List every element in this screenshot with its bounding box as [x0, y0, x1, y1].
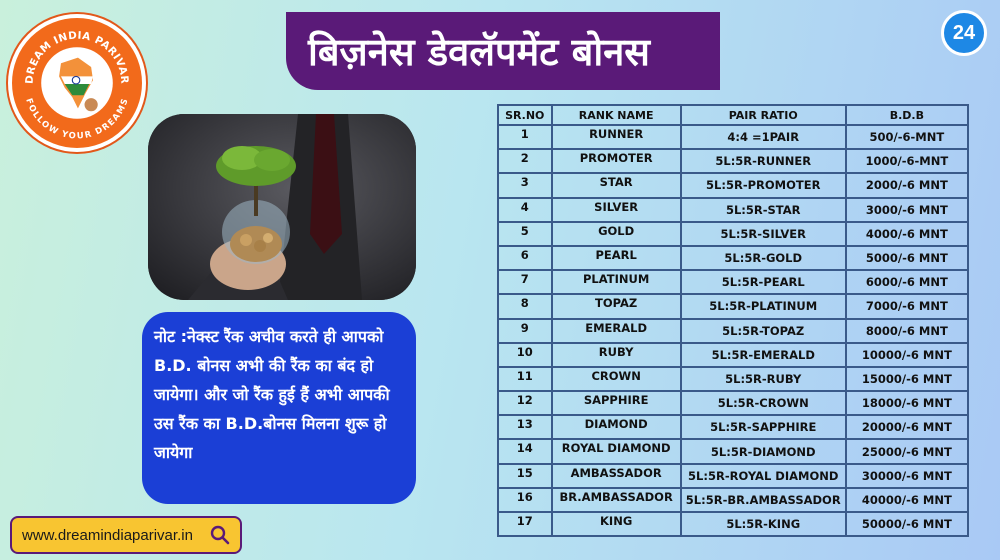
cell-sr-no: 6	[498, 246, 552, 270]
table-row	[498, 319, 968, 343]
cell-bdb: 1000/-6-MNT	[846, 149, 968, 173]
cell-pair-ratio: 5L:5R-RUNNER	[681, 149, 846, 173]
cell-rank-name: DIAMOND	[552, 415, 681, 439]
table-row	[498, 439, 968, 463]
cell-bdb: 25000/-6 MNT	[846, 439, 968, 463]
cell-sr-no: 7	[498, 270, 552, 294]
cell-rank-name: EMERALD	[552, 319, 681, 343]
cell-bdb: 5000/-6 MNT	[846, 246, 968, 270]
cell-sr-no: 14	[498, 439, 552, 463]
cell-pair-ratio: 5L:5R-ROYAL DIAMOND	[681, 464, 846, 488]
cell-sr-no: 10	[498, 343, 552, 367]
bonus-note-text: नोट :नेक्स्ट रैंक अचीव करते ही आपको B.D. बोनस अभी की रैंक का बंद हो जायेगा। और जो रैंक हुई हैं अभी आपकी उस रैंक का B.D.बोनस मिलना शुरू हो जायेगा	[154, 327, 390, 462]
table-row	[498, 125, 968, 149]
cell-rank-name: SAPPHIRE	[552, 391, 681, 415]
cell-bdb: 10000/-6 MNT	[846, 343, 968, 367]
cell-sr-no: 16	[498, 488, 552, 512]
cell-rank-name: RUNNER	[552, 125, 681, 149]
cell-bdb: 500/-6-MNT	[846, 125, 968, 149]
rank-bonus-table	[497, 104, 969, 537]
table-row	[498, 198, 968, 222]
cell-bdb: 30000/-6 MNT	[846, 464, 968, 488]
search-icon[interactable]	[210, 525, 230, 545]
cell-pair-ratio: 5L:5R-SILVER	[681, 222, 846, 246]
table-row	[498, 367, 968, 391]
cell-bdb: 50000/-6 MNT	[846, 512, 968, 536]
cell-bdb: 15000/-6 MNT	[846, 367, 968, 391]
cell-rank-name: PROMOTER	[552, 149, 681, 173]
cell-rank-name: KING	[552, 512, 681, 536]
cell-bdb: 40000/-6 MNT	[846, 488, 968, 512]
website-url[interactable]: www.dreamindiaparivar.in	[22, 526, 193, 544]
table-row	[498, 149, 968, 173]
table-row	[498, 391, 968, 415]
table-row	[498, 222, 968, 246]
cell-pair-ratio: 5L:5R-PROMOTER	[681, 173, 846, 197]
cell-bdb: 4000/-6 MNT	[846, 222, 968, 246]
cell-bdb: 18000/-6 MNT	[846, 391, 968, 415]
cell-rank-name: SILVER	[552, 198, 681, 222]
cell-bdb: 2000/-6 MNT	[846, 173, 968, 197]
page-title: बिज़नेस डेवलॅपमेंट बोनस	[308, 30, 650, 74]
table-row	[498, 488, 968, 512]
header-sr-no: SR.NO	[498, 105, 552, 125]
table-row	[498, 246, 968, 270]
page-number-badge: 24	[941, 10, 987, 56]
cell-bdb: 8000/-6 MNT	[846, 319, 968, 343]
cell-rank-name: CROWN	[552, 367, 681, 391]
cell-sr-no: 2	[498, 149, 552, 173]
cell-sr-no: 17	[498, 512, 552, 536]
logo-text-bottom: FOLLOW YOUR DREAMS	[24, 96, 130, 141]
cell-pair-ratio: 5L:5R-DIAMOND	[681, 439, 846, 463]
header-bdb: B.D.B	[846, 105, 968, 125]
cell-pair-ratio: 4:4 =1PAIR	[681, 125, 846, 149]
cell-sr-no: 1	[498, 125, 552, 149]
cell-rank-name: PLATINUM	[552, 270, 681, 294]
cell-pair-ratio: 5L:5R-BR.AMBASSADOR	[681, 488, 846, 512]
table-row	[498, 512, 968, 536]
plant-in-coin-jar-photo	[148, 114, 416, 300]
logo-emblem-icon	[12, 18, 142, 148]
bonus-note-box	[142, 312, 416, 504]
cell-rank-name: STAR	[552, 173, 681, 197]
cell-sr-no: 15	[498, 464, 552, 488]
logo-text-top: DREAM INDIA PARIVAR	[23, 29, 131, 85]
cell-pair-ratio: 5L:5R-STAR	[681, 198, 846, 222]
cell-rank-name: RUBY	[552, 343, 681, 367]
cell-bdb: 20000/-6 MNT	[846, 415, 968, 439]
table-row	[498, 270, 968, 294]
cell-pair-ratio: 5L:5R-PEARL	[681, 270, 846, 294]
cell-pair-ratio: 5L:5R-TOPAZ	[681, 319, 846, 343]
table-header-row	[498, 105, 968, 125]
dream-india-parivar-logo	[8, 14, 146, 152]
cell-sr-no: 4	[498, 198, 552, 222]
table-row	[498, 343, 968, 367]
table-row	[498, 464, 968, 488]
cell-sr-no: 8	[498, 294, 552, 318]
cell-rank-name: TOPAZ	[552, 294, 681, 318]
cell-sr-no: 11	[498, 367, 552, 391]
header-pair-ratio: PAIR RATIO	[681, 105, 846, 125]
website-link[interactable]	[10, 516, 242, 554]
cell-sr-no: 5	[498, 222, 552, 246]
cell-pair-ratio: 5L:5R-GOLD	[681, 246, 846, 270]
cell-sr-no: 3	[498, 173, 552, 197]
cell-rank-name: AMBASSADOR	[552, 464, 681, 488]
header-rank-name: RANK NAME	[552, 105, 681, 125]
cell-rank-name: PEARL	[552, 246, 681, 270]
cell-bdb: 3000/-6 MNT	[846, 198, 968, 222]
cell-pair-ratio: 5L:5R-CROWN	[681, 391, 846, 415]
cell-rank-name: GOLD	[552, 222, 681, 246]
cell-rank-name: BR.AMBASSADOR	[552, 488, 681, 512]
cell-sr-no: 13	[498, 415, 552, 439]
cell-sr-no: 9	[498, 319, 552, 343]
cell-pair-ratio: 5L:5R-PLATINUM	[681, 294, 846, 318]
table-row	[498, 173, 968, 197]
table-row	[498, 294, 968, 318]
cell-bdb: 6000/-6 MNT	[846, 270, 968, 294]
title-banner	[286, 12, 720, 90]
cell-rank-name: ROYAL DIAMOND	[552, 439, 681, 463]
cell-pair-ratio: 5L:5R-RUBY	[681, 367, 846, 391]
cell-pair-ratio: 5L:5R-EMERALD	[681, 343, 846, 367]
table-row	[498, 415, 968, 439]
cell-pair-ratio: 5L:5R-SAPPHIRE	[681, 415, 846, 439]
cell-bdb: 7000/-6 MNT	[846, 294, 968, 318]
cell-pair-ratio: 5L:5R-KING	[681, 512, 846, 536]
cell-sr-no: 12	[498, 391, 552, 415]
